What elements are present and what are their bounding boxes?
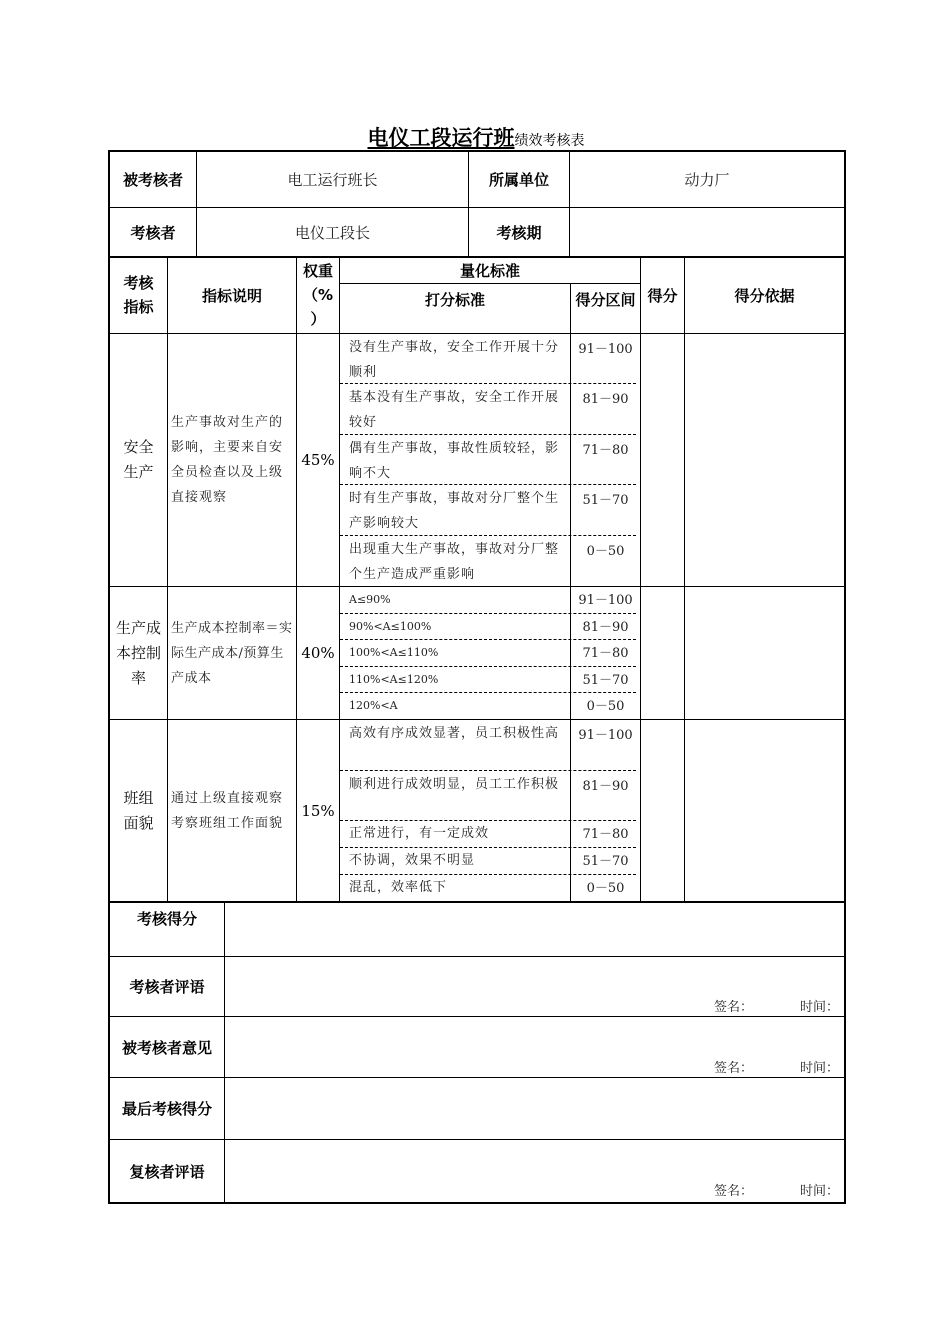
- group-description: 通过上级直接观察考察班组工作面貌: [171, 790, 284, 831]
- group-description: 生产事故对生产的影响，主要来自安全员检查以及上级直接观察: [171, 415, 284, 505]
- header-weight: 权重 （% ）: [302, 262, 334, 328]
- group-weight: 45%: [301, 451, 335, 469]
- range-item: 51－70: [582, 673, 629, 688]
- time-label: 时间：: [800, 1184, 840, 1199]
- title-sub: 绩效考核表: [514, 133, 585, 149]
- reviewer-comment-field[interactable]: [225, 1140, 844, 1202]
- range-item: 51－70: [582, 493, 629, 508]
- title-main: 电仪工段运行班: [367, 126, 515, 150]
- examiner-comment-field[interactable]: [225, 957, 844, 1016]
- group-weight: 15%: [301, 801, 335, 820]
- sign-label: 签名：: [714, 1061, 754, 1076]
- examinee-label: 被考核者: [122, 171, 183, 189]
- range-item: 0－50: [586, 544, 625, 559]
- examinee-opinion-field[interactable]: [225, 1017, 844, 1077]
- time-label: 时间：: [800, 1061, 840, 1076]
- criteria-item: 没有生产事故，安全工作开展十分顺利: [349, 340, 560, 380]
- range-item: 91－100: [578, 593, 633, 608]
- header-range: 得分区间: [575, 290, 636, 309]
- examinee-opinion-label: 被考核者意见: [121, 1038, 212, 1057]
- group-indicator: 班组 面貌: [123, 788, 154, 832]
- period-label: 考核期: [496, 223, 542, 242]
- header-basis: 得分依据: [734, 286, 795, 305]
- criteria-item: 正常进行，有一定成效: [349, 826, 490, 841]
- range-item: 91－100: [578, 728, 633, 743]
- reviewer-comment-label: 复核者评语: [129, 1162, 205, 1181]
- group-indicator: 生产成 本控制 率: [115, 618, 161, 687]
- group-description: 生产成本控制率＝实际生产成本/预算生产成本: [171, 620, 293, 686]
- header-description: 指标说明: [201, 286, 262, 305]
- time-label: 时间：: [800, 1000, 840, 1015]
- sign-label: 签名：: [714, 1000, 754, 1015]
- evaluation-table: [108, 150, 846, 1204]
- criteria-item: 基本没有生产事故，安全工作开展较好: [349, 390, 560, 430]
- unit-label: 所属单位: [488, 171, 549, 189]
- examiner-label: 考核者: [130, 223, 176, 242]
- score-label: 考核得分: [136, 910, 197, 928]
- range-item: 51－70: [582, 854, 629, 869]
- header-criteria: 打分标准: [424, 290, 485, 309]
- criteria-item: 90%<A≤100%: [349, 620, 432, 633]
- range-item: 0－50: [586, 881, 625, 896]
- range-item: 71－80: [582, 827, 629, 842]
- range-item: 81－90: [582, 392, 629, 407]
- criteria-item: 高效有序成效显著，员工积极性高: [349, 726, 560, 741]
- criteria-item: A≤90%: [349, 593, 391, 606]
- group-indicator: 安全 生产: [123, 438, 154, 481]
- sign-label: 签名：: [714, 1184, 754, 1199]
- criteria-item: 时有生产事故，事故对分厂整个生产影响较大: [349, 491, 560, 531]
- header-indicator: 考核 指标: [123, 274, 154, 316]
- criteria-item: 顺利进行成效明显，员工工作积极: [349, 777, 560, 792]
- examiner-comment-label: 考核者评语: [129, 978, 205, 996]
- range-item: 81－90: [582, 779, 629, 794]
- criteria-item: 120%<A: [349, 699, 398, 712]
- criteria-item: 100%<A≤110%: [349, 646, 439, 659]
- examinee-value: 电工运行班长: [287, 171, 378, 189]
- unit-value: 动力厂: [684, 171, 730, 189]
- final-score-field[interactable]: [225, 1078, 844, 1139]
- final-score-label: 最后考核得分: [121, 1100, 212, 1118]
- period-value: [570, 208, 844, 256]
- header-quant: 量化标准: [459, 261, 520, 280]
- criteria-item: 110%<A≤120%: [349, 673, 439, 686]
- page-title: [108, 122, 844, 152]
- examiner-value: 电仪工段长: [294, 223, 370, 242]
- criteria-item: 混乱，效率低下: [349, 880, 448, 895]
- group-weight: 40%: [301, 644, 335, 662]
- criteria-item: 不协调，效果不明显: [349, 853, 476, 868]
- header-score: 得分: [647, 286, 678, 305]
- range-item: 71－80: [582, 646, 629, 661]
- criteria-item: 出现重大生产事故，事故对分厂整个生产造成严重影响: [349, 542, 560, 582]
- criteria-item: 偶有生产事故，事故性质较轻，影响不大: [349, 441, 560, 481]
- range-item: 91－100: [578, 342, 633, 357]
- score-field[interactable]: [225, 902, 844, 956]
- range-item: 81－90: [582, 620, 629, 635]
- range-item: 0－50: [586, 699, 625, 714]
- range-item: 71－80: [582, 443, 629, 458]
